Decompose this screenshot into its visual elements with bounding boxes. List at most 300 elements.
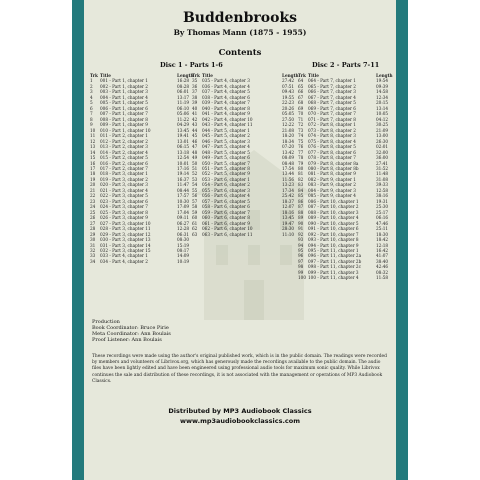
track-length: 12:07 <box>282 204 295 210</box>
track-length: 18:42 <box>376 237 389 243</box>
track-number: 67 <box>298 94 304 100</box>
track-length: 16:28 <box>177 78 190 84</box>
track-title: 026 - Part 3, chapter 9 <box>100 215 148 221</box>
track-number: 22 <box>90 193 96 199</box>
track-title: 087 - Part 10, chapter 2 <box>308 204 359 210</box>
track-title: 084 - Part 9, chapter 3 <box>308 187 356 193</box>
track-title: 078 - Part 8, chapter 7 <box>308 155 356 161</box>
track-length: 17:16 <box>177 165 190 171</box>
track-title: 005 - Part 1, chapter 5 <box>100 100 148 106</box>
track-number: 40 <box>192 105 198 111</box>
track-title: 002 - Part 1, chapter 2 <box>100 83 148 89</box>
track-length: 25:11 <box>376 226 389 232</box>
track-number: 65 <box>298 83 304 89</box>
track-title: 060 - Part 6, chapter 8 <box>202 215 250 221</box>
track-title: 010 - Part 1, chapter 10 <box>100 127 151 133</box>
track-length: 06:31 <box>177 231 190 237</box>
track-title: 021 - Part 3, chapter 4 <box>100 187 148 193</box>
track-length: 11:58 <box>376 275 389 281</box>
track-title: 065 - Part 7, chapter 2 <box>308 83 356 89</box>
track-number: 73 <box>298 127 304 133</box>
track-title: 091 - Part 10, chapter 6 <box>308 226 359 232</box>
track-length: 28:30 <box>282 226 295 232</box>
track-number: 18 <box>90 171 96 177</box>
track-title: 031 - Part 3, chapter 14 <box>100 242 151 248</box>
track-title: 094 - Part 10, chapter 9 <box>308 242 359 248</box>
track-title: 057 - Part 6, chapter 5 <box>202 198 250 204</box>
track-length: 13:14 <box>376 105 389 111</box>
track-length: 02:01 <box>376 144 389 150</box>
track-length: 27:50 <box>282 116 295 122</box>
track-length: 12:54 <box>177 155 190 161</box>
track-title: 069 - Part 7, chapter 6 <box>308 105 356 111</box>
track-length: 11:47 <box>177 182 190 188</box>
track-row <box>298 275 390 280</box>
track-number: 12 <box>90 138 96 144</box>
distributor-line: Distributed by MP3 Audiobook Classics <box>168 407 312 415</box>
track-length: 06:15 <box>177 144 190 150</box>
track-length: 25:17 <box>376 209 389 215</box>
track-title: 051 - Part 5, chapter 8 <box>202 165 250 171</box>
track-length: 13:18 <box>177 149 190 155</box>
track-title: 032 - Part 3, chapter 15 <box>100 248 151 253</box>
track-length: 18:37 <box>282 198 295 204</box>
track-length: 09:11 <box>177 215 190 221</box>
track-title: 070 - Part 7, chapter 7 <box>308 111 356 117</box>
track-length-header: Length <box>282 73 299 78</box>
track-number: 51 <box>192 165 198 171</box>
track-number: 95 <box>298 248 304 253</box>
track-title: 079 - Part 8, chapter 8a <box>308 160 359 166</box>
track-title: 045 - Part 5, chapter 2 <box>202 133 250 139</box>
insert-sheet <box>84 0 396 480</box>
track-length: 08:28 <box>177 83 190 89</box>
track-length: 13:00 <box>376 133 389 139</box>
track-title: 098 - Part 11, chapter 2c <box>308 264 361 270</box>
track-length: 38:16 <box>376 193 389 199</box>
track-length: 09:39 <box>376 83 389 89</box>
track-length: 04:29 <box>177 122 190 128</box>
track-length: 11:48 <box>376 171 389 177</box>
track-length: 11:10 <box>282 231 295 237</box>
track-number: 27 <box>90 220 96 226</box>
track-length: 08:17 <box>177 248 190 253</box>
track-number: 85 <box>298 193 304 199</box>
track-length: 41:07 <box>376 253 389 259</box>
track-number: 10 <box>90 127 96 133</box>
track-length: 10:05 <box>376 111 389 117</box>
credit-line: Proof Listener: Ann Boulais <box>92 337 162 343</box>
track-number: 77 <box>298 149 304 155</box>
track-title: 068 - Part 7, chapter 5 <box>308 100 356 106</box>
track-length: 25:30 <box>376 204 389 210</box>
track-row <box>192 232 296 237</box>
track-number: 41 <box>192 111 198 117</box>
track-title: 054 - Part 6, chapter 2 <box>202 182 250 188</box>
track-title: 100 - Part 11, chapter 4 <box>308 275 359 281</box>
track-number: 38 <box>192 94 198 100</box>
track-number: 34 <box>90 258 96 264</box>
track-title: 008 - Part 1, chapter 8 <box>100 116 148 122</box>
track-title: 074 - Part 8, chapter 3 <box>308 133 356 139</box>
track-number: 74 <box>298 133 304 139</box>
track-title: 090 - Part 10, chapter 5 <box>308 220 359 226</box>
track-title: 022 - Part 3, chapter 5 <box>100 193 148 199</box>
track-length: 18:34 <box>282 138 295 144</box>
track-title: 080 - Part 8, chapter 8b <box>308 165 359 171</box>
track-title: 075 - Part 8, chapter 4 <box>308 138 356 144</box>
track-number: 25 <box>90 209 96 215</box>
track-title: 081 - Part 8, chapter 9 <box>308 171 356 177</box>
track-number: 78 <box>298 155 304 161</box>
track-number: 8 <box>90 116 93 122</box>
track-title: 024 - Part 3, chapter 7 <box>100 204 148 210</box>
track-length: 26:30 <box>376 138 389 144</box>
track-title: 061 - Part 6, chapter 9 <box>202 220 250 226</box>
track-title: 044 - Part 5, chapter 1 <box>202 127 250 133</box>
track-title: 059 - Part 6, chapter 7 <box>202 209 250 215</box>
track-number: 1 <box>90 78 93 84</box>
track-title: 082 - Part 9, chapter 1 <box>308 176 356 182</box>
track-length: 17:09 <box>177 204 190 210</box>
track-title: 013 - Part 2, chapter 3 <box>100 144 148 150</box>
track-number: 29 <box>90 231 96 237</box>
track-length: 05:06 <box>177 111 190 117</box>
track-title: 025 - Part 3, chapter 8 <box>100 209 148 215</box>
track-length: 12:58 <box>376 187 389 193</box>
track-number: 49 <box>192 155 198 161</box>
track-number: 54 <box>192 182 198 188</box>
track-title: 088 - Part 10, chapter 3 <box>308 209 359 215</box>
track-title: 033 - Part 4, chapter 1 <box>100 253 148 259</box>
track-length: 13:01 <box>177 138 190 144</box>
disclaimer-text: These recordings were made using the author's original published work, which is in the public domain. The readings were recorded by members and volunteers of Librivox.org, which has generously made the recordings available to the public domain. The audio files have been lightly edited and have been engineered using professional audio tools for maximum sonic quality. While Librivox continues the sale and distribution of these recordings, it is not associated with the management or operations of MP3 Audiobook Classics. <box>92 354 387 384</box>
track-title: 043 - Part 4, chapter 11 <box>202 122 253 128</box>
disc2-title: Disc 2 - Parts 7-11 <box>312 61 380 69</box>
track-length: 08:09 <box>282 155 295 161</box>
track-number: 47 <box>192 144 198 150</box>
track-number: 98 <box>298 264 304 270</box>
credit-line: Book Coordinator: Bruce Pirie <box>92 325 169 331</box>
track-number: 91 <box>298 226 304 232</box>
track-title: 027 - Part 3, chapter 10 <box>100 220 151 226</box>
track-title: 083 - Part 9, chapter 2 <box>308 182 356 188</box>
track-title-header: Title <box>202 73 213 78</box>
track-length: 27:41 <box>376 160 389 166</box>
track-number: 63 <box>192 231 198 237</box>
track-number: 57 <box>192 198 198 204</box>
track-title: 003 - Part 1, chapter 3 <box>100 89 148 95</box>
contents-heading: Contents <box>218 48 262 58</box>
track-title: 085 - Part 9, chapter 4 <box>308 193 356 199</box>
track-number: 88 <box>298 209 304 215</box>
track-number: 11 <box>90 133 96 139</box>
track-length: 30:25 <box>376 122 389 128</box>
track-title: 029 - Part 3, chapter 12 <box>100 231 151 237</box>
track-title: 015 - Part 2, chapter 5 <box>100 155 148 161</box>
track-number: 80 <box>298 165 304 171</box>
track-length: 18:16 <box>282 209 295 215</box>
track-length: 13:45 <box>177 127 190 133</box>
track-number-header: Trk <box>298 73 306 78</box>
track-title: 016 - Part 2, chapter 6 <box>100 160 148 166</box>
track-length: 15:19 <box>177 242 190 248</box>
track-number: 33 <box>90 253 96 259</box>
track-number: 6 <box>90 105 93 111</box>
track-title: 097 - Part 11, chapter 2b <box>308 258 362 264</box>
track-title: 049 - Part 5, chapter 6 <box>202 155 250 161</box>
track-number: 19 <box>90 176 96 182</box>
track-length: 10:01 <box>177 160 190 166</box>
track-title: 050 - Part 5, chapter 7 <box>202 160 250 166</box>
track-number: 75 <box>298 138 304 144</box>
track-length: 20:15 <box>376 100 389 106</box>
track-title: 071 - Part 7, chapter 8 <box>308 116 356 122</box>
track-number: 3 <box>90 89 93 95</box>
track-title: 062 - Part 6, chapter 10 <box>202 226 253 232</box>
track-number: 32 <box>90 248 96 253</box>
track-length: 13:23 <box>282 182 295 188</box>
track-number: 99 <box>298 269 304 275</box>
track-length: 16:37 <box>177 176 190 182</box>
track-title: 086 - Part 10, chapter 1 <box>308 198 359 204</box>
track-length: 13:17 <box>177 94 190 100</box>
track-length: 14:58 <box>376 89 389 95</box>
track-number: 35 <box>192 78 198 84</box>
track-title: 001 - Part 1, chapter 1 <box>100 78 148 84</box>
track-length: 07:20 <box>282 144 295 150</box>
production-credits <box>92 319 171 343</box>
track-length: 36:00 <box>376 155 389 161</box>
track-length: 32:00 <box>376 149 389 155</box>
track-title: 034 - Part 4, chapter 2 <box>100 258 148 264</box>
track-length: 31:52 <box>376 165 389 171</box>
track-number: 44 <box>192 127 198 133</box>
track-length: 17:57 <box>177 193 190 199</box>
track-length: 09:43 <box>282 89 295 95</box>
track-length: 06:01 <box>177 89 190 95</box>
track-title: 093 - Part 10, chapter 8 <box>308 237 359 243</box>
track-number: 7 <box>90 111 93 117</box>
track-title: 092 - Part 10, chapter 7 <box>308 231 359 237</box>
track-length: 20:26 <box>282 105 295 111</box>
track-title: 009 - Part 1, chapter 9 <box>100 122 148 128</box>
track-length: 19:31 <box>376 198 389 204</box>
track-number: 16 <box>90 160 96 166</box>
track-length: 08:48 <box>282 160 295 166</box>
track-number: 20 <box>90 182 96 188</box>
track-number: 55 <box>192 187 198 193</box>
track-number: 37 <box>192 89 198 95</box>
track-number: 21 <box>90 187 96 193</box>
track-title: 056 - Part 6, chapter 4 <box>202 193 250 199</box>
track-title: 067 - Part 7, chapter 4 <box>308 94 356 100</box>
track-length: 06:16 <box>376 215 389 221</box>
track-number: 69 <box>298 105 304 111</box>
track-title: 004 - Part 1, chapter 4 <box>100 94 148 100</box>
track-length: 39:33 <box>376 182 389 188</box>
track-number: 90 <box>298 220 304 226</box>
track-number: 61 <box>192 220 198 226</box>
track-title: 095 - Part 11, chapter 1 <box>308 248 359 253</box>
track-length: 08:32 <box>376 269 389 275</box>
track-number: 56 <box>192 193 198 199</box>
track-length: 11:19 <box>177 100 190 106</box>
track-length: 14:09 <box>177 253 190 259</box>
track-length: 22:23 <box>282 100 295 106</box>
credit-line: Meta Coordinator: Ann Boulais <box>92 331 171 337</box>
track-title: 076 - Part 8, chapter 5 <box>308 144 356 150</box>
track-number: 93 <box>298 237 304 243</box>
track-length: 11:22 <box>177 116 190 122</box>
track-title: 053 - Part 6, chapter 1 <box>202 176 250 182</box>
track-title: 077 - Part 8, chapter 6 <box>308 149 356 155</box>
track-length: 16:42 <box>376 248 389 253</box>
track-title: 020 - Part 3, chapter 3 <box>100 182 148 188</box>
track-number: 14 <box>90 149 96 155</box>
track-title: 046 - Part 5, chapter 3 <box>202 138 250 144</box>
track-number: 82 <box>298 176 304 182</box>
track-title: 073 - Part 8, chapter 2 <box>308 127 356 133</box>
track-length: 12:34 <box>376 94 389 100</box>
track-number: 83 <box>298 182 304 188</box>
track-length: 21:08 <box>282 127 295 133</box>
track-length: 19:55 <box>282 94 295 100</box>
track-title: 037 - Part 4, chapter 5 <box>202 89 250 95</box>
track-title: 096 - Part 11, chapter 2a <box>308 253 362 259</box>
track-title: 019 - Part 3, chapter 2 <box>100 176 148 182</box>
track-number: 4 <box>90 94 93 100</box>
track-length: 10:19 <box>177 258 190 264</box>
track-number-header: Trk <box>192 73 200 78</box>
track-number: 79 <box>298 160 304 166</box>
track-number: 59 <box>192 209 198 215</box>
track-length: 10:30 <box>177 198 190 204</box>
track-number: 50 <box>192 160 198 166</box>
track-title: 063 - Part 6, chapter 11 <box>202 231 253 237</box>
track-length: 12:18 <box>376 242 389 248</box>
track-title: 039 - Part 4, chapter 7 <box>202 100 250 106</box>
track-length: 17:04 <box>177 209 190 215</box>
track-length: 13:44 <box>282 171 295 177</box>
track-title: 047 - Part 5, chapter 4 <box>202 144 250 150</box>
track-title-header: Title <box>308 73 319 78</box>
track-length: 08:30 <box>177 237 190 243</box>
disc1-title: Disc 1 - Parts 1-6 <box>160 61 223 69</box>
track-number: 60 <box>192 215 198 221</box>
track-title: 042 - Part 4, chapter 10 <box>202 116 253 122</box>
track-number: 39 <box>192 100 198 106</box>
track-length: 19:47 <box>282 220 295 226</box>
track-number: 42 <box>192 116 198 122</box>
track-number: 17 <box>90 165 96 171</box>
track-number: 36 <box>192 83 198 89</box>
track-length: 12:22 <box>282 122 295 128</box>
book-author: By Thomas Mann (1875 - 1955) <box>173 28 307 37</box>
track-length: 08:44 <box>177 187 190 193</box>
track-length: 12:28 <box>177 226 190 232</box>
track-number: 48 <box>192 149 198 155</box>
track-number: 28 <box>90 226 96 232</box>
track-number: 68 <box>298 100 304 106</box>
track-length: 21:09 <box>376 127 389 133</box>
track-title: 040 - Part 4, chapter 8 <box>202 105 250 111</box>
track-title: 038 - Part 4, chapter 6 <box>202 94 250 100</box>
disc1-tracklist-column-1 <box>90 73 194 264</box>
track-length: 25:42 <box>282 193 295 199</box>
track-number-header: Trk <box>90 73 98 78</box>
track-row <box>90 259 191 264</box>
track-length: 18:30 <box>376 231 389 237</box>
track-title: 018 - Part 3, chapter 1 <box>100 171 148 177</box>
track-number: 9 <box>90 122 93 128</box>
track-number: 31 <box>90 242 96 248</box>
track-number: 86 <box>298 198 304 204</box>
track-title: 023 - Part 3, chapter 6 <box>100 198 148 204</box>
track-number: 84 <box>298 187 304 193</box>
track-length: 18:20 <box>282 133 295 139</box>
track-title: 028 - Part 3, chapter 11 <box>100 226 151 232</box>
track-number: 5 <box>90 100 93 106</box>
track-number: 94 <box>298 242 304 248</box>
track-length: 07:51 <box>282 83 295 89</box>
track-number: 46 <box>192 138 198 144</box>
track-length: 38:40 <box>376 258 389 264</box>
track-title: 048 - Part 5, chapter 5 <box>202 149 250 155</box>
track-number: 96 <box>298 253 304 259</box>
track-length: 27:42 <box>282 78 295 84</box>
track-length: 13:45 <box>282 215 295 221</box>
track-number: 92 <box>298 231 304 237</box>
track-title: 052 - Part 5, chapter 9 <box>202 171 250 177</box>
track-title: 099 - Part 11, chapter 3 <box>308 269 359 275</box>
track-title: 017 - Part 2, chapter 7 <box>100 165 148 171</box>
track-title: 041 - Part 4, chapter 9 <box>202 111 250 117</box>
track-length: 47:46 <box>376 220 389 226</box>
track-number: 53 <box>192 176 198 182</box>
track-length: 06:10 <box>177 105 190 111</box>
track-number: 100 <box>298 275 306 281</box>
track-number: 62 <box>192 226 198 232</box>
track-number: 52 <box>192 171 198 177</box>
track-title: 055 - Part 6, chapter 3 <box>202 187 250 193</box>
credits-heading: Production <box>92 319 120 325</box>
track-number: 15 <box>90 155 96 161</box>
track-title: 006 - Part 1, chapter 6 <box>100 105 148 111</box>
disc1-tracklist-column-2 <box>192 73 299 237</box>
track-number: 2 <box>90 83 93 89</box>
track-title-header: Title <box>100 73 111 78</box>
track-number: 24 <box>90 204 96 210</box>
track-title: 089 - Part 10, chapter 4 <box>308 215 359 221</box>
track-title: 064 - Part 7, chapter 1 <box>308 78 356 84</box>
track-length: 42:46 <box>376 264 389 270</box>
track-number: 13 <box>90 144 96 150</box>
track-title: 035 - Part 4, chapter 3 <box>202 78 250 84</box>
track-number: 97 <box>298 258 304 264</box>
track-number: 26 <box>90 215 96 221</box>
track-length: 17:34 <box>282 187 295 193</box>
track-title: 036 - Part 4, chapter 4 <box>202 83 250 89</box>
track-number: 76 <box>298 144 304 150</box>
track-length: 19:14 <box>177 171 190 177</box>
track-title: 058 - Part 6, chapter 6 <box>202 204 250 210</box>
track-number: 45 <box>192 133 198 139</box>
track-length: 04:12 <box>376 116 389 122</box>
track-number: 64 <box>298 78 304 84</box>
track-number: 87 <box>298 204 304 210</box>
track-length: 06:27 <box>177 220 190 226</box>
